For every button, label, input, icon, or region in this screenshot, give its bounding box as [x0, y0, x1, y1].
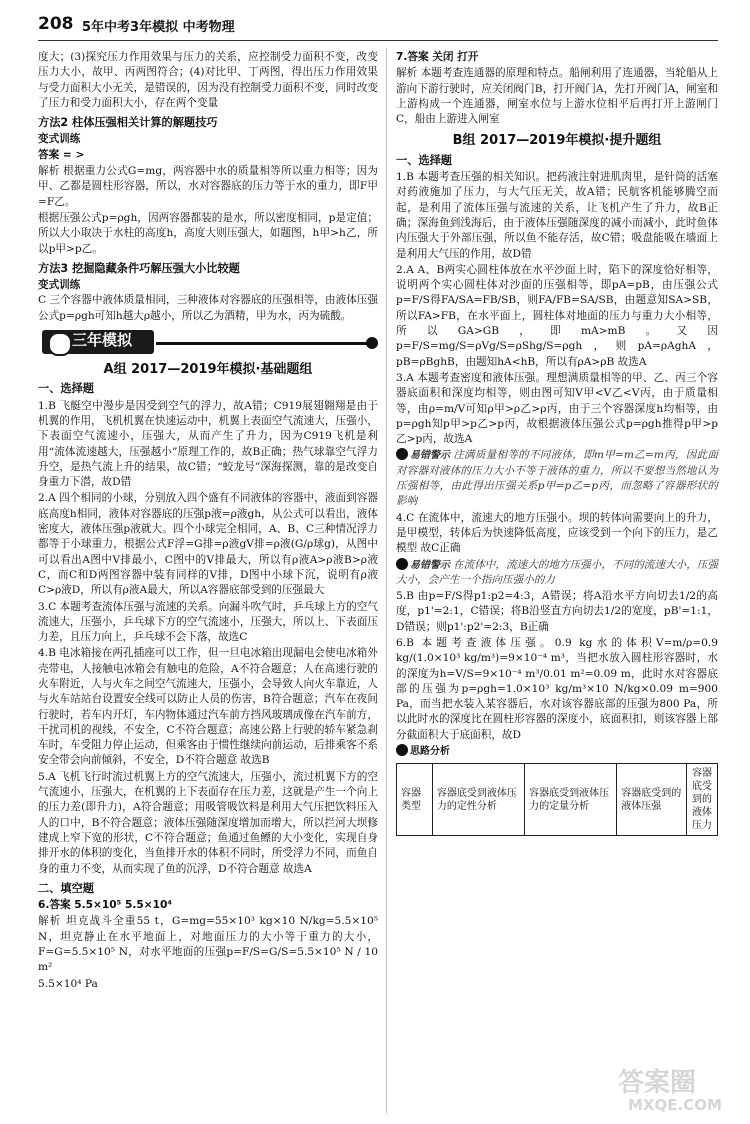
section-banner — [38, 330, 378, 356]
intro-paragraph: 度大；(3)探究压力作用效果与压力的关系，应控制受力面积不变，改变压力大小，故甲、丙两图符合；(4)对比甲、丁两图，得出压力作用效果与受力面积大小无关，是错误的，因为没有控制受力面积不变，同时改变了压力和受力面积大小，存在两个变量 — [38, 51, 378, 109]
section-choice-heading: 一、选择题 — [38, 382, 94, 396]
question-2: 2.A 四个相同的小球，分别放入四个盛有不同液体的容器中，液面到容器底高度h相同，液体对容器底的压强p液=ρ液gh，从公式可以看出，液体密度大，液体压强p液就大。四个小球完全相同，A、B、C三种情况浮力都等于小球重力，根据公式F浮=G排=ρ液gV排=ρ液(G/ρ球g)，从图中可以看出A图中V排最小，C图中的V排最大，所以有ρ液A>ρ液B>ρ液C，而C和D两图容器中装有同样的V排，D图中小球下沉，说明有ρ液C>ρ液D，所以有ρ液A最大，所以A容器底部受到的压强最大 — [38, 492, 378, 597]
banner-box — [42, 330, 154, 354]
question-5: 5.A 飞机飞行时流过机翼上方的空气流速大，压强小，流过机翼下方的空气流速小，压强大，在机翼的上下表面存在压力差，这就是产生一个向上的压力差(即升力)，A符合题意；用吸管吸饮料是利用大气压把饮料压入人的口中，B不符合题意；液体压强随深度增加而增大，所以拦河大坝修建成上窄下宽的形状，C不符合题意；鱼通过鱼鳔的大小变化，实现自身排开水的体积的变化，当鱼排开水的体积不同时，所受浮力不同，而鱼自身的重力不变，从而实现了鱼的沉浮，D不符合题意 故选A — [38, 770, 378, 875]
table-cell: 容器底受到液体压力的定量分析 — [525, 764, 617, 836]
b-question-3: 3.A 本题考查密度和液体压强。理想满质量相等的甲、乙、丙三个容器底面积和深度均相等，则由图可知V甲<V乙<V丙，由于质量相等，由ρ=m/V可知ρ甲>ρ乙>ρ丙，由于三个容器深度h均相等，由p=ρgh知p甲>p乙>p丙，故根据液体压强公式p=ρgh推得p甲>p乙>p丙，故选A — [396, 371, 718, 446]
method3-text: C 三个容器中液体质量相同，三种液体对容器底的压强相等，由液体压强公式p=ρgh可知h越大ρ越小，所以乙为酒精，甲为水，丙为硫酸。 — [38, 294, 378, 322]
watermark — [612, 1062, 732, 1118]
error-tip-2: 易错警示 在流体中，流速大的地方压强小，不同的流速大小，压强大小，会产生一个指向压强小的力 — [396, 558, 718, 586]
method2-heading: 方法2 柱体压强相关计算的解题技巧 — [38, 116, 218, 130]
question-7-analysis: 解析 本题考查连通器的原理和特点。船闸利用了连通器，当轮船从上游向下游行驶时，应关闭阀门B，打开阀门A，先打开阀门A，闸室和上游构成一个连通器，闸室水位与上游水位相平后再打开上游闸门C，船由上游进入闸室 — [396, 67, 718, 126]
table-cell: 容器底受到的液体压力 — [687, 764, 718, 836]
page-header — [38, 14, 718, 42]
analysis-table — [396, 763, 718, 836]
banner-emblem-icon — [48, 332, 72, 356]
error-tip-label-2: 易错警示 — [396, 558, 450, 573]
analysis-label: 思路分析 — [396, 744, 450, 759]
b-question-6: 6.B 本题考查液体压强。0.9 kg水的体积V=m/ρ=0.9 kg/(1.0×10³ kg/m³)=9×10⁻⁴ m³，当把水放入圆柱形容器时，水的深度为h=V/S=9×10⁻⁴ m³/0.01 m²=0.09 m，此时水对容器底部的压强为p=ρgh=1.0×10³ kg/m³×10 N/kg×0.09 m=900 Pa，而当把水装入某容器后，水对该容器底部的压强为800 Pa，所以此时水的深度比在圆柱形容器的深度小，底面积扣，则该容器上部分截面积大于底面积，故D — [396, 636, 718, 741]
b-question-2: 2.A A、B两实心圆柱体放在水平沙面上时，陷下的深度恰好相等，说明两个实心圆柱体对沙面的压强相等，即pA=pB，由压强公式p=F/S得FA/SA=FB/SB，则FA/FB=SA/SB，由题意知SA>SB，所以FA>FB，在水平面上，圆柱体对地面的压力与重力大小相等，所以GA>GB，即mA>mB。又因p=F/S=mg/S=ρVg/S=ρShg/S=ρgh，则pA=ρAghA，pB=ρBghB，由题知hA<hB，所以有ρA>ρB 故选A — [396, 263, 718, 368]
header-rule — [38, 40, 718, 41]
method2-analysis: 解析 根据重力公式G=mg，两容器中水的质量相等所以重力相等；因为甲、乙都是圆柱形容器，所以，水对容器底的压力等于水的重力，即F甲=F乙。 — [38, 165, 378, 208]
column-divider — [386, 48, 387, 1113]
error-tip-1: 易错警示 注满质量相等的不同液体，即m甲=m乙=m丙，因此面对容器对液体的压力大小不等于液体的重力，所以不要想当然地认为压强相等，由此得出压强关系p甲=p乙=p丙，而忽略了容器形状的影响 — [396, 449, 718, 508]
b-question-5: 5.B 由p=F/S得p1:p2=4:3，A错误；将A沿水平方向切去1/2的高度，p1'=2:1，C错误；将B沿竖直方向切去1/2的宽度，pB'=1:1，D错误；则p1':p2'=2:3，B正确 — [396, 590, 718, 633]
book-title: 5年中考3年模拟 中考物理 — [82, 20, 235, 35]
group-b-title: B组 2017—2019年模拟·提升题组 — [452, 133, 662, 149]
b-question-4: 4.C 在流体中，流速大的地方压强小。坝的转体向需要向上的升力，是甲模型，转体后为快速降低高度，应该受到一个向下的压力，是乙模型 故C正确 — [396, 511, 718, 555]
banner-label: 三年模拟 — [72, 331, 133, 350]
table-cell: 容器底受到液体压力的定性分析 — [432, 764, 524, 836]
method3-heading: 方法3 挖掘隐藏条件巧解压强大小比较题 — [38, 261, 240, 275]
question-6-analysis: 解析 坦克战斗全重55 t，G=mg=55×10³ kg×10 N/kg=5.5×10⁵ N，坦克静止在水平地面上，对地面压力的大小等于重力的大小，F=G=5.5×10⁵ N，对水平地面的压强p=F/S=G/S=5.5×10⁵ N / 10 m² — [38, 915, 378, 974]
warning-icon — [396, 558, 408, 570]
method2-analysis-2: 根据压强公式p=ρgh，因两容器都装的是水，所以密度相同，p是定值；所以大小取决于水柱的高度h，高度大则压强大，如题图，h甲>h乙，所以p甲>p乙。 — [38, 211, 378, 255]
right-column — [396, 50, 718, 836]
question-4: 4.B 电冰箱接在两孔插座可以工作，但一旦电冰箱出现漏电会使电冰箱外壳带电，人接触电冰箱会有触电的危险，A不符合题意；人在高速行驶的火车附近，人与火车之间空气流速大，压强小，会导致人向火车靠近，人与火车站站台设置安全线可以防止人员的伤害，B符合题意；汽车在夜间行驶时，若车内开灯，车内物体通过汽车前方挡风玻璃成像在汽车前方，干扰司机的视线，不安全，C不符合题意；高速公路上行驶的轿车紧急刹车时，车受阻力停止运动，但乘客由于惯性继续向前运动，后排乘客不系安全带会向前倾斜，不安全，D不符合题意 故选B — [38, 647, 378, 767]
method2-answer: 答案 = > — [38, 148, 85, 161]
left-column — [38, 50, 378, 993]
page-number: 208 — [38, 14, 74, 34]
table-cell: 容器底受到的液体压强 — [617, 764, 687, 836]
question-1: 1.B 飞艇空中漫步是因受到空气的浮力，故A错；C919展翅翱翔是由于机翼的作用，飞机机翼在快速运动中，机翼上表面空气流速大，压强小，下表面空气流速小，压强大，从而产生了升力，因为C919飞机是利用“流体流速越大，压强越小”原理工作的，故B正确；热气球靠空气浮力升空，是热气流上升的结果，故C错；“蛟龙号”深海探测，靠的是改变自身重力下潜，故D错 — [38, 399, 378, 489]
banner-line — [156, 342, 370, 345]
warning-icon — [396, 448, 408, 460]
group-a-title: A组 2017—2019年模拟·基础题组 — [103, 362, 313, 378]
idea-icon — [396, 744, 408, 756]
banner-dot-icon — [366, 337, 378, 349]
section-b-choice-heading: 一、选择题 — [396, 153, 452, 167]
watermark-line1: 答案圈 — [618, 1068, 697, 1098]
question-6-answer: 6.答案 5.5×10⁵ 5.5×10⁴ — [38, 899, 173, 912]
table-cell: 容器类型 — [397, 764, 433, 836]
question-3: 3.C 本题考查流体压强与流速的关系。向漏斗吹气时，乒乓球上方的空气流速大，压强小，乒乓球下方的空气流速小，压强大，所以上、下表面压力差，且压力向上，乒乓球不会下落，故选C — [38, 600, 378, 644]
question-6-result: 5.5×10⁴ Pa — [38, 977, 98, 990]
section-fill-heading: 二、填空题 — [38, 881, 94, 895]
b-question-1: 1.B 本题考查压强的相关知识。把药液注射进肌肉里，是针筒的活塞对药液施加了压力，与大气压无关，故A错；民航客机能够腾空而起，是利用了流体压强与流速的关系，让飞机产生了升力，故B正确；深海鱼到浅海后，由于液体压强随深度的减小而减小，此时鱼体内压强大于外部压强，所以鱼不能存活，故C错；吸盘能吸在墙面上是利用大气压的作用，故D错 — [396, 171, 718, 260]
watermark-line2: MXQE.COM — [628, 1096, 722, 1114]
method2-subheading: 变式训练 — [38, 133, 81, 146]
question-7-answer: 7.答案 关闭 打开 — [396, 51, 479, 63]
error-tip-label: 易错警示 — [396, 448, 450, 463]
method3-subheading: 变式训练 — [38, 279, 81, 292]
table-row — [397, 764, 718, 836]
